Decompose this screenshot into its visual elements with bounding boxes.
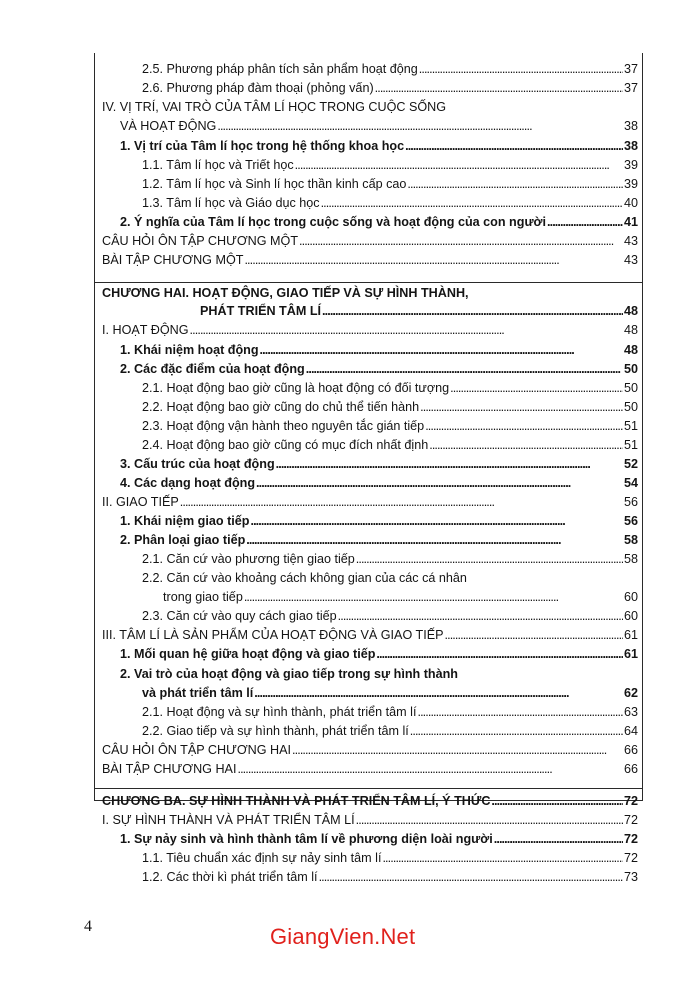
toc-entry-title: 2. Các đặc điểm của hoạt động bbox=[120, 362, 305, 376]
toc-entry-page: 52 bbox=[623, 457, 638, 471]
toc-entry-page: 43 bbox=[623, 234, 638, 248]
toc-entry-page: 39 bbox=[623, 158, 638, 172]
toc-entry-title: BÀI TẬP CHƯƠNG HAI bbox=[102, 762, 237, 776]
chapter-heading: CHƯƠNG HAI. HOẠT ĐỘNG, GIAO TIẾP VÀ SỰ HÌNH THÀNH, bbox=[102, 286, 469, 300]
toc-entry-title: 2.5. Phương pháp phân tích sản phẩm hoạt động bbox=[142, 62, 418, 76]
toc-entry-page: 72 bbox=[623, 813, 638, 827]
toc-entry-title: 4. Các dạng hoạt động bbox=[120, 476, 256, 490]
toc-entry-title: 1.1. Tiêu chuẩn xác định sự nảy sinh tâm lí bbox=[142, 851, 382, 865]
toc-entry bbox=[142, 400, 638, 415]
toc-entry-title: PHÁT TRIỂN TÂM LÍ bbox=[200, 304, 322, 318]
toc-entry bbox=[142, 724, 638, 739]
toc-entry-title: 1. Sự nảy sinh và hình thành tâm lí về phương diện loài người bbox=[120, 832, 493, 846]
toc-entry-page: 73 bbox=[623, 870, 638, 884]
toc-entry-title: 2.3. Hoạt động vận hành theo nguyên tắc gián tiếp bbox=[142, 419, 425, 433]
toc-entry bbox=[142, 419, 638, 434]
toc-entry bbox=[163, 590, 638, 605]
chapter-divider bbox=[94, 282, 643, 283]
toc-entry-title: trong giao tiếp bbox=[163, 590, 243, 604]
toc-entry bbox=[102, 628, 638, 643]
toc-entry-title: CÂU HỎI ÔN TẬP CHƯƠNG MỘT bbox=[102, 234, 299, 248]
toc-entry-title: và phát triển tâm lí bbox=[142, 686, 254, 700]
toc-entry-title: 2.3. Căn cứ vào quy cách giao tiếp bbox=[142, 609, 337, 623]
toc-entry-page: 72 bbox=[623, 851, 638, 865]
toc-entry-page: 48 bbox=[623, 323, 638, 337]
toc-entry bbox=[102, 495, 638, 510]
toc-entry bbox=[120, 457, 638, 472]
toc-entry-page: 60 bbox=[623, 609, 638, 623]
toc-entry bbox=[120, 533, 638, 548]
toc-entry-page: 63 bbox=[623, 705, 638, 719]
toc-entry bbox=[142, 81, 638, 96]
toc-entry-title: I. SỰ HÌNH THÀNH VÀ PHÁT TRIỂN TÂM LÍ bbox=[102, 813, 355, 827]
toc-entry bbox=[120, 362, 638, 377]
toc-entry-page: 58 bbox=[623, 533, 638, 547]
toc-entry-page: 39 bbox=[623, 177, 638, 191]
toc-entry-page: 72 bbox=[623, 832, 638, 846]
toc-entry-title: CHƯƠNG BA. SỰ HÌNH THÀNH VÀ PHÁT TRIỂN TÂM LÍ, Ý THỨC bbox=[102, 794, 491, 808]
toc-entry bbox=[142, 438, 638, 453]
toc-entry bbox=[102, 743, 638, 758]
toc-entry-title: 2. Ý nghĩa của Tâm lí học trong cuộc sống và hoạt động của con người bbox=[120, 215, 547, 229]
toc-entry-page: 48 bbox=[623, 343, 638, 357]
toc-entry-title: I. HOẠT ĐỘNG bbox=[102, 323, 189, 337]
toc-entry-title: VÀ HOẠT ĐỘNG bbox=[120, 119, 217, 133]
toc-entry-page: 51 bbox=[623, 419, 638, 433]
toc-entry-title: 2. Vai trò của hoạt động và giao tiếp trong sự hình thành bbox=[120, 667, 458, 681]
toc-entry-page: 38 bbox=[623, 139, 638, 153]
toc-entry-page: 50 bbox=[623, 381, 638, 395]
toc-entry bbox=[142, 705, 638, 720]
chapter-divider bbox=[94, 788, 643, 789]
toc-entry-page: 50 bbox=[623, 400, 638, 414]
toc-entry-page: 64 bbox=[623, 724, 638, 738]
toc-entry bbox=[142, 686, 638, 701]
toc-entry-page: 50 bbox=[623, 362, 638, 376]
toc-entry bbox=[142, 158, 638, 173]
toc-entry-title: 2.1. Căn cứ vào phương tiện giao tiếp bbox=[142, 552, 355, 566]
toc-entry bbox=[142, 381, 638, 396]
toc-entry-title: 2.6. Phương pháp đàm thoại (phỏng vấn) bbox=[142, 81, 374, 95]
page-number: 4 bbox=[84, 918, 92, 935]
toc-entry-page: 56 bbox=[623, 514, 638, 528]
toc-entry bbox=[102, 234, 638, 249]
toc-entry-page: 58 bbox=[623, 552, 638, 566]
toc-entry-page: 38 bbox=[623, 119, 638, 133]
toc-entry bbox=[120, 215, 638, 230]
toc-entry bbox=[142, 62, 638, 77]
toc-entry-title: 2.2. Hoạt động bao giờ cũng do chủ thể tiến hành bbox=[142, 400, 420, 414]
toc-entry-title: 1.3. Tâm lí học và Giáo dục học bbox=[142, 196, 320, 210]
toc-entry-page: 72 bbox=[623, 794, 638, 808]
toc-entry bbox=[120, 832, 638, 847]
toc-entry-page: 43 bbox=[623, 253, 638, 267]
toc-entry-title: 2.2. Giao tiếp và sự hình thành, phát triển tâm lí bbox=[142, 724, 409, 738]
toc-entry-page: 37 bbox=[623, 62, 638, 76]
watermark: GiangVien.Net bbox=[270, 924, 416, 949]
toc-entry-title: 2.4. Hoạt động bao giờ cũng có mục đích nhất định bbox=[142, 438, 429, 452]
toc-entry-page: 41 bbox=[623, 215, 638, 229]
toc-entry bbox=[120, 514, 638, 529]
toc-entry-title: 1.2. Các thời kì phát triển tâm lí bbox=[142, 870, 318, 884]
toc-entry-title: 3. Cấu trúc của hoạt động bbox=[120, 457, 275, 471]
toc-entry bbox=[102, 762, 638, 777]
toc-entry-title: 1. Mối quan hệ giữa hoạt động và giao tiếp bbox=[120, 647, 376, 661]
toc-entry-title: 2.1. Hoạt động và sự hình thành, phát triển tâm lí bbox=[142, 705, 417, 719]
toc-entry bbox=[102, 253, 638, 268]
toc-entry bbox=[142, 552, 638, 567]
toc-entry-page: 61 bbox=[623, 628, 638, 642]
toc-entry bbox=[142, 196, 638, 211]
toc-entry bbox=[142, 870, 638, 885]
toc-entry-title: III. TÂM LÍ LÀ SẢN PHẨM CỦA HOẠT ĐỘNG VÀ GIAO TIẾP bbox=[102, 628, 444, 642]
toc-entry-title: 2.2. Căn cứ vào khoảng cách không gian của các cá nhân bbox=[142, 571, 467, 585]
toc-entry-page: 60 bbox=[623, 590, 638, 604]
toc-entry bbox=[142, 609, 638, 624]
toc-entry-title: CÂU HỎI ÔN TẬP CHƯƠNG HAI bbox=[102, 743, 292, 757]
toc-entry bbox=[120, 139, 638, 154]
toc-entry-title: 2. Phân loại giao tiếp bbox=[120, 533, 246, 547]
toc-entry bbox=[142, 851, 638, 866]
toc-entry-page: 54 bbox=[623, 476, 638, 490]
toc-entry-title: BÀI TẬP CHƯƠNG MỘT bbox=[102, 253, 244, 267]
toc-entry-page: 66 bbox=[623, 762, 638, 776]
toc-section-heading: IV. VỊ TRÍ, VAI TRÒ CỦA TÂM LÍ HỌC TRONG CUỘC SỐNG bbox=[102, 100, 447, 114]
toc-entry-title: 1.2. Tâm lí học và Sinh lí học thần kinh cấp cao bbox=[142, 177, 407, 191]
toc-entry bbox=[142, 177, 638, 192]
toc-entry-title: 2.1. Hoạt động bao giờ cũng là hoạt động có đối tượng bbox=[142, 381, 450, 395]
toc-entry-page: 37 bbox=[623, 81, 638, 95]
toc-entry bbox=[102, 813, 638, 828]
toc-entry-page: 66 bbox=[623, 743, 638, 757]
toc-entry bbox=[102, 323, 638, 338]
toc-entry bbox=[120, 119, 638, 134]
toc-entry bbox=[120, 343, 638, 358]
toc-entry-page: 56 bbox=[623, 495, 638, 509]
toc-entry-page: 48 bbox=[623, 304, 638, 318]
toc-entry-page: 61 bbox=[623, 647, 638, 661]
toc-entry bbox=[200, 304, 638, 319]
toc-entry-page: 62 bbox=[623, 686, 638, 700]
toc-entry-page: 51 bbox=[623, 438, 638, 452]
toc-entry bbox=[120, 476, 638, 491]
toc-entry-title: 1. Khái niệm giao tiếp bbox=[120, 514, 250, 528]
toc-entry-title: 1. Khái niệm hoạt động bbox=[120, 343, 259, 357]
toc-entry bbox=[102, 794, 638, 809]
toc-entry-title: 1.1. Tâm lí học và Triết học bbox=[142, 158, 294, 172]
toc-entry-page: 40 bbox=[623, 196, 638, 210]
toc-entry bbox=[120, 647, 638, 662]
toc-entry-title: II. GIAO TIẾP bbox=[102, 495, 179, 509]
toc-entry-title: 1. Vị trí của Tâm lí học trong hệ thống khoa học bbox=[120, 139, 405, 153]
